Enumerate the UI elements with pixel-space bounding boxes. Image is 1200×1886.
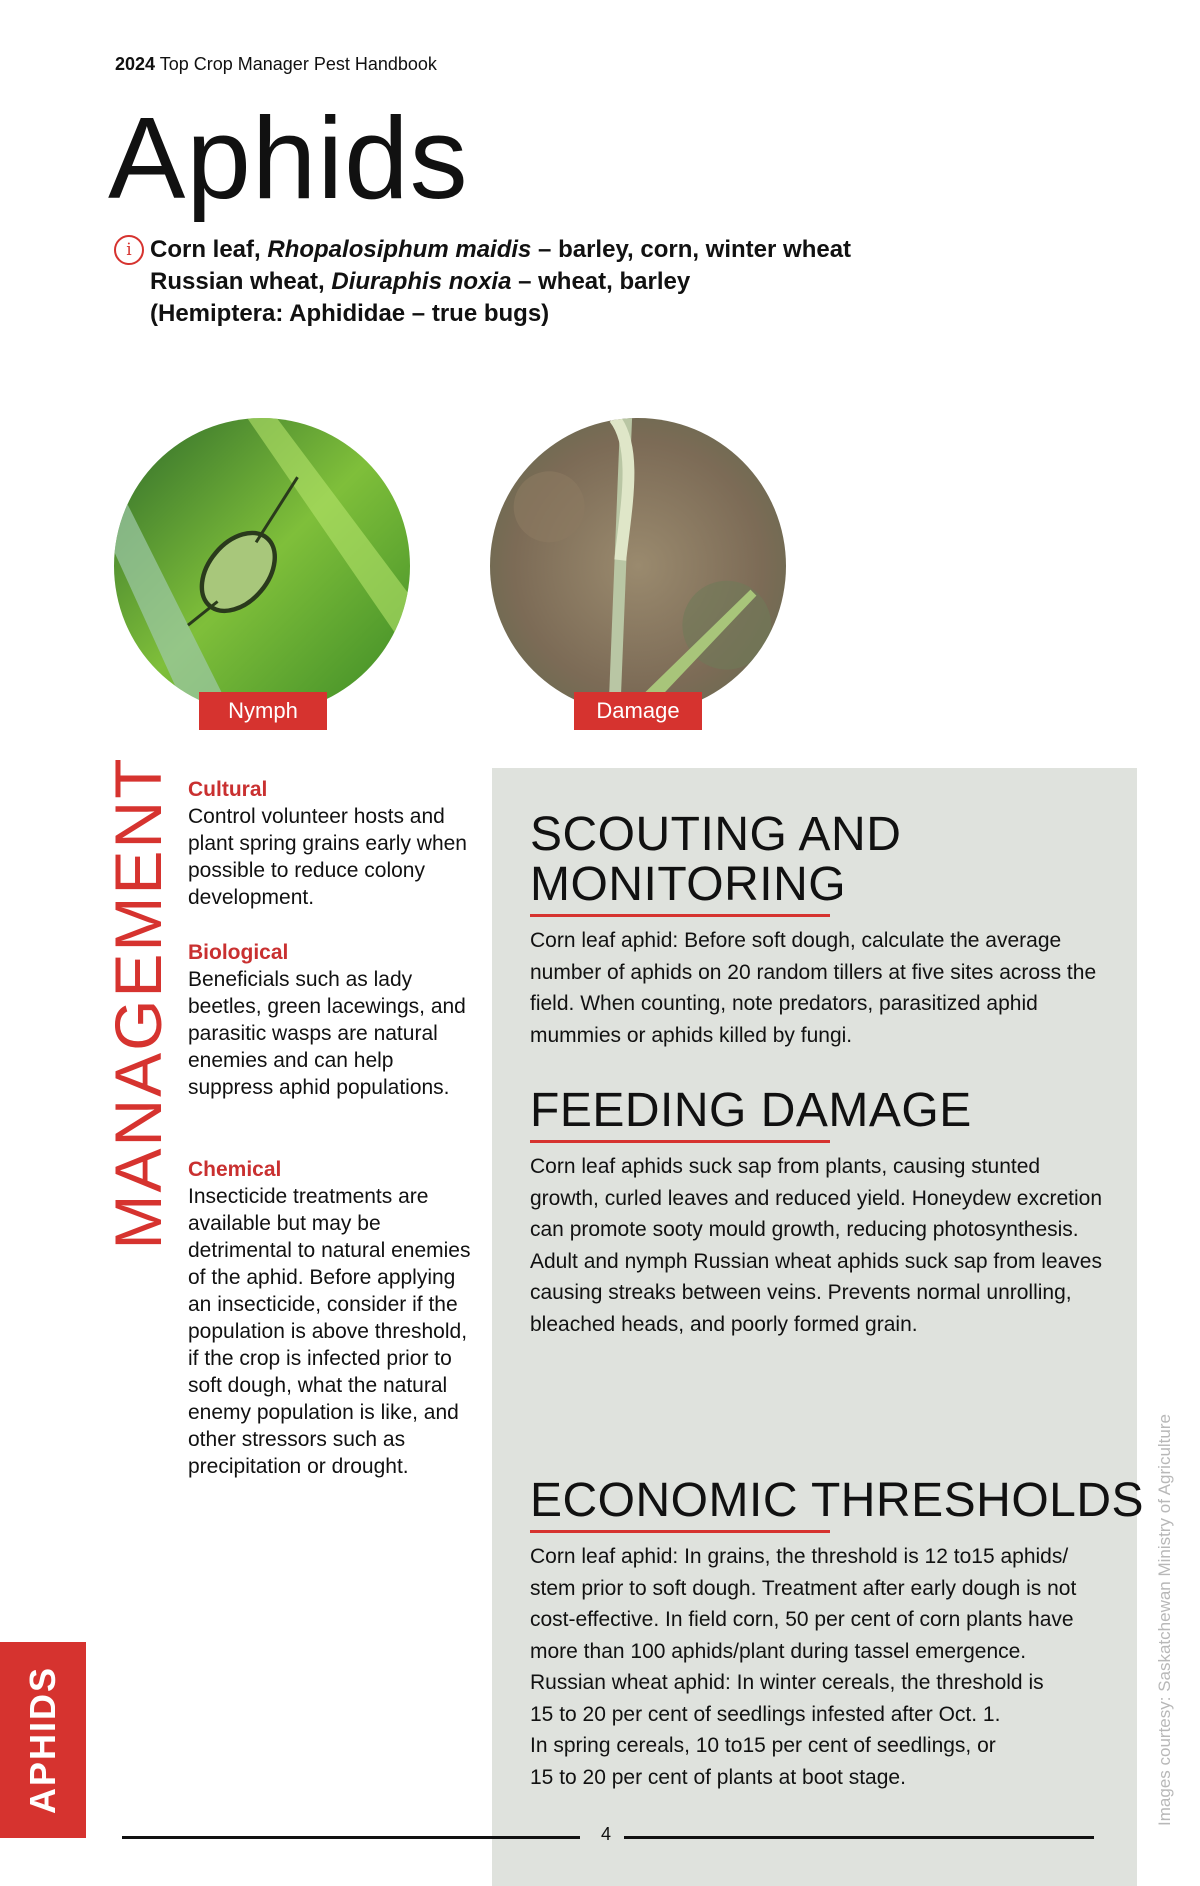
species-info	[150, 234, 851, 330]
biological-section	[188, 939, 478, 1101]
image-credit-text: Images courtesy: Saskatchewan Ministry of Agriculture	[1155, 1414, 1174, 1826]
feeding-section	[530, 1086, 1110, 1340]
cultural-section	[188, 776, 478, 911]
economic-text	[530, 1541, 1130, 1793]
page-number: 4	[600, 1824, 611, 1844]
scouting-section	[530, 810, 1110, 1051]
economic-line: stem prior to soft dough. Treatment after early dough is not	[530, 1576, 1077, 1600]
feeding-text: Corn leaf aphids suck sap from plants, causing stunted growth, curled leaves and reduced yield. Honeydew excretion can promote sooty mould growth, reducing photosynthesis. Adult and nymph Russian wheat aphids suck sap from leaves causing streaks between veins. Prevents normal unrolling, bleached heads, and poorly formed grain.	[530, 1155, 1102, 1336]
page-title: Aphids	[108, 93, 469, 223]
economic-line: 15 to 20 per cent of seedlings infested after Oct. 1.	[530, 1702, 1001, 1726]
management-heading	[101, 756, 175, 1250]
economic-line: Corn leaf aphid: In grains, the threshold is 12 to15 aphids/	[530, 1545, 1069, 1568]
scouting-title-1: SCOUTING AND	[530, 808, 902, 861]
species-1-scientific: Rhopalosiphum maidis	[267, 236, 532, 263]
chemical-title: Chemical	[188, 1158, 282, 1181]
chemical-text: Insecticide treatments are available but may be detrimental to natural enemies of the aphid. Before applying an insecticide, consider if the population is above threshold, if the crop is infected prior to soft dough, what the natural enemy population is like, and other stressors such as precipitation or drought.	[188, 1185, 471, 1478]
economic-line: more than 100 aphids/plant during tassel emergence.	[530, 1639, 1027, 1663]
feeding-rule	[530, 1140, 830, 1143]
species-2-crops: – wheat, barley	[511, 268, 691, 295]
economic-line: 15 to 20 per cent of plants at boot stage.	[530, 1765, 906, 1789]
economic-line: In spring cereals, 10 to15 per cent of seedlings, or	[530, 1734, 996, 1757]
scouting-rule	[530, 914, 830, 917]
economic-line: Russian wheat aphid: In winter cereals, the threshold is	[530, 1671, 1044, 1694]
scouting-text: Corn leaf aphid: Before soft dough, calculate the average number of aphids on 20 random tillers at five sites across the field. When counting, note predators, parasitized aphid mummies or aphids killed by fungi.	[530, 929, 1097, 1047]
species-1-crops: – barley, corn, winter wheat	[531, 236, 852, 263]
species-line-2	[150, 266, 851, 298]
info-icon: i	[114, 235, 144, 265]
header-publication: Top Crop Manager Pest Handbook	[159, 54, 437, 74]
footer-rule-left	[122, 1836, 580, 1839]
economic-rule	[530, 1530, 830, 1533]
chemical-section	[188, 1156, 478, 1480]
damage-label: Damage	[574, 692, 702, 730]
image-credit	[1150, 1390, 1180, 1850]
species-2-scientific: Diuraphis noxia	[331, 268, 512, 295]
nymph-photo	[114, 418, 410, 714]
biological-text: Beneficials such as lady beetles, green lacewings, and parasitic wasps are natural enemies and can help suppress aphid populations.	[188, 968, 466, 1099]
header-year: 2024	[115, 54, 156, 74]
section-tab	[0, 1642, 86, 1838]
economic-section	[530, 1476, 1144, 1793]
cultural-text: Control volunteer hosts and plant spring grains early when possible to reduce colony development.	[188, 805, 467, 909]
management-heading-text: MANAGEMENT	[101, 756, 175, 1250]
species-line-3: (Hemiptera: Aphididae – true bugs)	[150, 300, 550, 327]
footer-rule-right	[624, 1836, 1094, 1839]
section-tab-label: APHIDS	[22, 1665, 63, 1815]
species-line-1	[150, 234, 851, 266]
damage-photo	[490, 418, 786, 714]
feeding-title: FEEDING DAMAGE	[530, 1084, 972, 1137]
species-2-common: Russian wheat,	[150, 268, 332, 295]
scouting-title-2: MONITORING	[530, 858, 847, 911]
cultural-title: Cultural	[188, 778, 268, 801]
nymph-label: Nymph	[199, 692, 327, 730]
species-1-common: Corn leaf,	[150, 236, 268, 263]
publication-header	[115, 54, 437, 75]
biological-title: Biological	[188, 941, 289, 964]
economic-line: cost-effective. In field corn, 50 per cent of corn plants have	[530, 1608, 1074, 1631]
economic-title: ECONOMIC THRESHOLDS	[530, 1474, 1145, 1527]
